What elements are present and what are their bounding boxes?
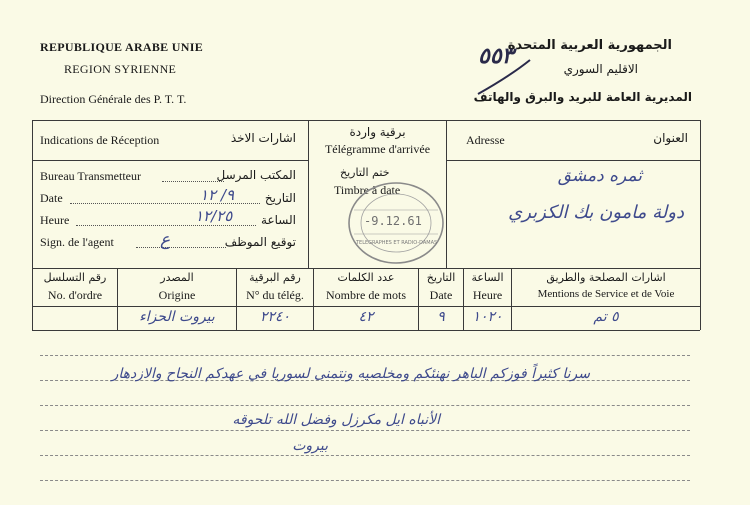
left-title-underline [32, 160, 308, 161]
handwritten-stroke-mark [470, 56, 540, 101]
header-fr-line2: REGION SYRIENNE [64, 62, 177, 76]
col-mentions-fr: Mentions de Service et de Voie [537, 288, 675, 300]
frame-bottom [32, 330, 700, 331]
handwritten-number: ٥٥٣ [478, 44, 514, 69]
col-telegram-no-fr: N° du télég. [246, 288, 304, 302]
message-line-rule-3 [40, 405, 690, 406]
divider-right [446, 120, 447, 268]
message-line-1: سرنا كثيراً فوزكم الباهر نهنئكم ومخلصيه ونتمنى لسوريا في عهدكم النجاح والازدهار [111, 366, 590, 382]
col-telegram-no-ar: رقم البرقية [249, 271, 301, 284]
col-telegram-no-value: ٢٢٤٠ [259, 309, 291, 325]
message-line-3: بيروت [292, 438, 328, 454]
header-fr-line3: Direction Générale des P. T. T. [40, 92, 187, 106]
stamp-label-fr: Timbre à date [334, 183, 401, 197]
postmark-bottom-text: TELEGRAPHES ET RADIO-DAMAS [356, 240, 438, 246]
row-bureau-ar: المكتب المرسل [216, 168, 296, 182]
col-hour-ar: الساعة [471, 271, 504, 284]
col-words-ar: عدد الكلمات [337, 271, 395, 284]
col-words-value: ٤٢ [358, 309, 374, 325]
row-date-fr: Date [40, 191, 63, 205]
reception-title-fr: Indications de Réception [40, 133, 160, 147]
col-hour-fr: Heure [472, 288, 503, 302]
postmark-stamp [346, 180, 446, 266]
address-title-fr: Adresse [466, 133, 505, 147]
stamp-label-ar: ختم التاريخ [340, 166, 390, 179]
telegram-title-ar: برقية واردة [349, 125, 406, 139]
postmark-date: -9.12.61 [364, 214, 422, 228]
frame-right [700, 120, 701, 330]
header-ar-line3: المديرية العامة للبريد والبرق والهاتف [473, 90, 692, 104]
col-order-ar: رقم التسلسل [43, 271, 107, 284]
col-words-fr: Nombre de mots [326, 288, 406, 302]
col-origin-fr: Origine [158, 288, 196, 302]
header-fr-line1: REPUBLIQUE ARABE UNIE [40, 40, 203, 54]
col-date-value: ٩ [437, 309, 445, 325]
row-heure-ar: الساعة [261, 213, 296, 227]
col-origin-ar: المصدر [160, 271, 194, 284]
address-line2: دولة مامون بك الكزبري [508, 202, 684, 223]
message-line-rule-1 [40, 355, 690, 356]
col-origin-value: بيروت الحزاء [139, 309, 215, 325]
message-line-rule-6 [40, 480, 690, 481]
row-date-ar: التاريخ [264, 191, 296, 205]
col-date-ar: التاريخ [426, 271, 456, 284]
col-date-fr: Date [429, 288, 453, 302]
address-line1: ثمره دمشق [557, 166, 642, 186]
row-date-value: ٩/ ١٢ [200, 186, 235, 204]
row-sign-value: ع [160, 230, 171, 250]
row-heure-value: ١٢/٢٥ [195, 207, 233, 225]
col-order-fr: No. d'ordre [47, 288, 103, 302]
col-hour-value: ١٠٢٠ [472, 309, 503, 325]
header-ar-line1: الجمهورية العربية المتحدة [507, 38, 672, 53]
frame-top [32, 120, 700, 121]
row-heure-dots [76, 225, 256, 226]
message-line-rule-4 [40, 430, 690, 431]
row-sign-ar: توقيع الموظف [224, 235, 296, 249]
right-title-underline [446, 160, 700, 161]
row-sign-fr: Sign. de l'agent [40, 235, 114, 249]
telegram-title-fr: Télégramme d'arrivée [324, 142, 431, 156]
reception-title-ar: اشارات الاخذ [230, 131, 296, 145]
row-sign-dots [136, 247, 226, 248]
row-bureau-fr: Bureau Transmetteur [40, 169, 141, 183]
message-line-2: الأنباه ايل مكرزل وفضل الله تلحوقه [232, 412, 440, 428]
col-mentions-ar: اشارات المصلحة والطريق [546, 271, 666, 284]
message-line-rule-5 [40, 455, 690, 456]
header-ar-line2: الاقليم السوري [563, 62, 638, 76]
row-heure-fr: Heure [40, 213, 70, 227]
frame-header-bottom [32, 306, 700, 307]
col-mentions-value: ٥ تم [593, 309, 619, 325]
address-title-ar: العنوان [653, 131, 688, 145]
row-bureau-dots [162, 181, 224, 182]
frame-middle [32, 268, 700, 269]
